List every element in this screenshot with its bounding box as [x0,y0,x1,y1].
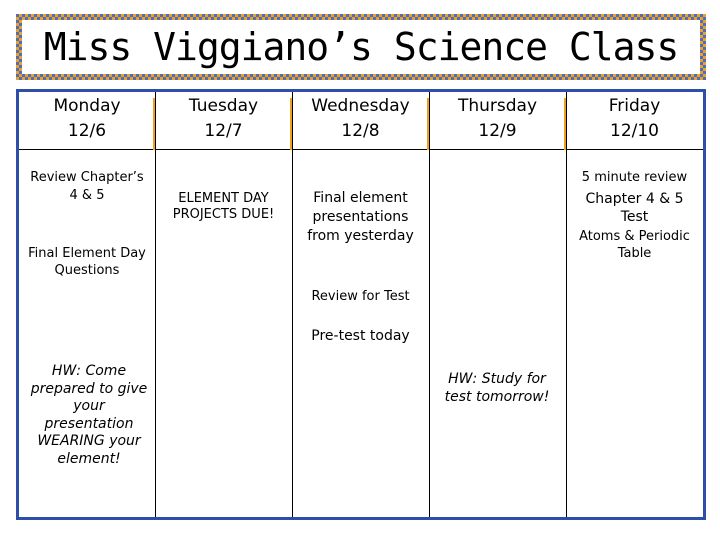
wednesday-pretest: Pre-test today [311,328,410,344]
monday-hw-line: HW: Come [51,363,127,379]
column-divider [566,92,567,517]
monday-questions [19,246,155,280]
column-divider [429,92,430,517]
day-date: 12/7 [204,120,243,141]
wednesday-presentations [292,189,429,246]
page-title: Miss Viggiano’s Science Class [43,25,679,69]
day-name: Monday [53,96,121,116]
weekly-calendar [16,89,706,520]
friday-atoms [566,229,703,263]
monday-hw-line: presentation [44,415,134,432]
day-name: Friday [608,96,661,116]
tuesday-line: PROJECTS DUE! [172,207,275,223]
header-divider [19,149,703,150]
monday-questions-line: Final Element Day [28,246,146,261]
wednesday-line: Final element [313,190,408,206]
title-banner [16,14,706,80]
wednesday-review: Review for Test [311,289,410,304]
tuesday-line: ELEMENT DAY [178,191,269,206]
day-date: 12/6 [67,120,107,141]
monday-review-line: Review Chapter’s [30,170,144,185]
day-header-monday [19,94,155,143]
thursday-hw-line: test tomorrow! [444,388,550,405]
day-header-wednesday [292,94,429,143]
friday-test-line: Chapter 4 & 5 [585,191,684,207]
monday-review-line: 4 & 5 [69,187,105,203]
monday-hw-line: WEARING your [37,433,141,449]
day-header-friday [566,94,703,143]
monday-review [19,169,155,204]
day-header-thursday [429,94,566,143]
friday-atoms-line: Table [617,245,652,261]
tuesday-projects-due [155,191,292,224]
day-date: 12/8 [341,120,380,141]
wednesday-line: from yesterday [307,227,414,244]
friday-atoms-line: Atoms & Periodic [579,229,690,244]
monday-hw-line: element! [57,450,121,467]
monday-homework [19,363,159,468]
monday-hw-line: your [73,398,105,414]
day-header-tuesday [155,94,292,143]
day-date: 12/9 [478,120,517,141]
thursday-hw-line: HW: Study for [448,371,546,387]
day-date: 12/10 [610,120,659,141]
day-name: Thursday [457,96,538,116]
day-name: Wednesday [311,96,410,116]
thursday-homework [425,371,569,406]
friday-test [566,191,703,226]
friday-review: 5 minute review [581,170,688,185]
day-name: Tuesday [188,96,259,116]
monday-questions-line: Questions [54,262,120,278]
wednesday-line: presentations [312,208,409,225]
monday-hw-line: prepared to give [30,380,148,397]
title-inner [22,20,700,74]
friday-test-line: Test [620,208,649,225]
